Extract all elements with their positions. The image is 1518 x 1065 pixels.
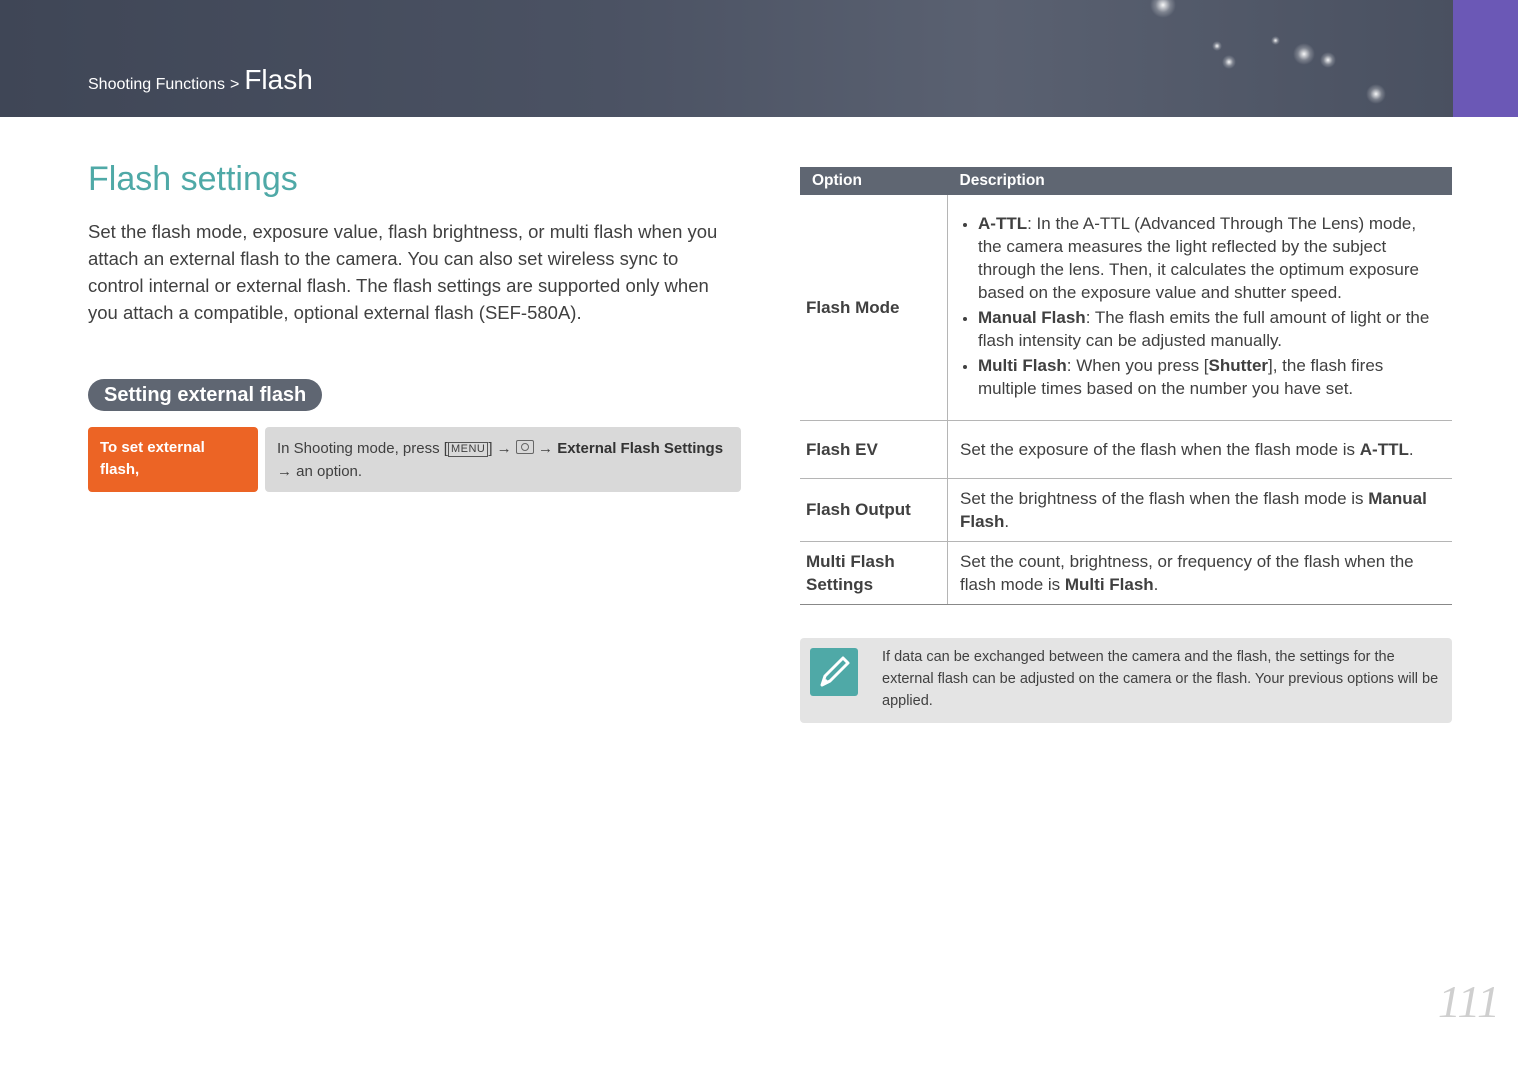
desc-bold: Manual Flash xyxy=(960,488,1427,531)
option-description xyxy=(948,541,1453,604)
option-name: Flash Output xyxy=(800,478,948,541)
decorative-light xyxy=(1271,36,1280,45)
breadcrumb-current: Flash xyxy=(244,64,313,95)
header-option: Option xyxy=(800,167,948,195)
desc-end: . xyxy=(1004,511,1010,531)
list-item xyxy=(978,354,1440,400)
breadcrumb xyxy=(88,64,313,96)
desc-text: Set the exposure of the flash when the flash mode is xyxy=(960,439,1360,459)
term-text: : When you press [ xyxy=(1066,356,1209,376)
term-text: : The flash emits the full amount of light or the flash intensity can be adjusted manually. xyxy=(978,308,1430,351)
option-description xyxy=(948,478,1453,541)
page-number: 111 xyxy=(1437,976,1500,1027)
term: Multi Flash xyxy=(978,356,1067,376)
camera-icon xyxy=(516,440,534,454)
decorative-light xyxy=(1293,43,1315,65)
page-header xyxy=(0,0,1518,117)
step-target: External Flash Settings xyxy=(557,440,724,457)
decorative-light xyxy=(1222,55,1236,69)
step-label: To set external flash, xyxy=(88,427,258,492)
term: Manual Flash xyxy=(978,308,1086,328)
decorative-light xyxy=(1212,41,1222,51)
desc-bold: Multi Flash xyxy=(1064,574,1154,594)
table-row xyxy=(800,420,1452,478)
list-item xyxy=(978,212,1440,304)
term: A-TTL xyxy=(978,214,1028,234)
decorative-light xyxy=(1320,52,1336,68)
step-instructions xyxy=(265,427,741,492)
header-accent-block xyxy=(1453,0,1518,117)
step-suffix: → an option. xyxy=(277,463,363,480)
header-description: Description xyxy=(948,167,1453,195)
option-description xyxy=(948,420,1453,478)
shutter-key: Shutter xyxy=(1208,356,1269,376)
table-row xyxy=(800,195,1452,420)
flash-mode-list xyxy=(960,212,1440,400)
section-intro: Set the flash mode, exposure value, flash brightness, or multi flash when you attach an external flash to the camera. You can also set wireless sync to control internal or external flash. The flash settings are supported only when you attach a compatible, optional external flash (SEF-580A). xyxy=(88,221,718,323)
desc-end: . xyxy=(1408,439,1414,459)
note-text: If data can be exchanged between the camera and the flash, the settings for the external flash can be adjusted on the camera or the flash. Your previous options will be applied. xyxy=(882,649,1439,709)
term-text: : In the A-TTL (Advanced Through The Lens) mode, the camera measures the light reflected by the subject through the lens. Then, it calculates the optimum exposure based on the exposure value and shutter speed. xyxy=(978,214,1419,303)
decorative-light xyxy=(1366,84,1386,104)
breadcrumb-separator: > xyxy=(229,76,240,93)
note-box xyxy=(800,638,1452,723)
menu-key-icon: MENU xyxy=(448,442,488,457)
table-row xyxy=(800,478,1452,541)
subsection-title: Setting external flash xyxy=(88,379,322,411)
step-arrow: → xyxy=(533,440,558,457)
term-text: ], the flash fires multiple times based on the number you have set. xyxy=(978,356,1384,399)
option-name: Multi Flash Settings xyxy=(800,541,948,604)
desc-bold: A-TTL xyxy=(1359,439,1409,459)
option-description xyxy=(948,195,1453,420)
breadcrumb-parent: Shooting Functions xyxy=(88,76,225,93)
options-table xyxy=(800,167,1452,605)
step-after-menu: ] → xyxy=(488,440,516,457)
option-name: Flash EV xyxy=(800,420,948,478)
step-prefix: In Shooting mode, press [ xyxy=(277,440,448,457)
list-item xyxy=(978,306,1440,352)
decorative-light xyxy=(1150,0,1176,18)
desc-text: Set the brightness of the flash when the flash mode is xyxy=(960,488,1369,508)
table-header-row xyxy=(800,167,1452,195)
desc-text: Set the count, brightness, or frequency of the flash when the flash mode is xyxy=(960,551,1414,594)
table-row xyxy=(800,541,1452,604)
section-title: Flash settings xyxy=(88,160,298,198)
desc-end: . xyxy=(1153,574,1159,594)
option-name: Flash Mode xyxy=(800,195,948,420)
pen-note-icon xyxy=(810,648,858,696)
